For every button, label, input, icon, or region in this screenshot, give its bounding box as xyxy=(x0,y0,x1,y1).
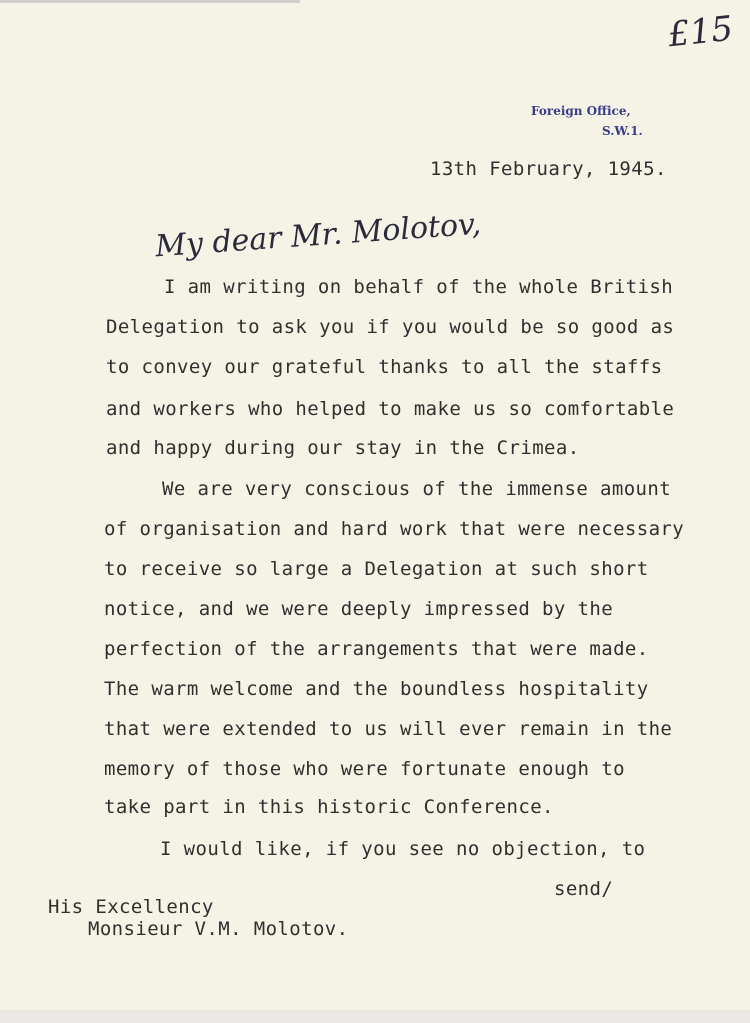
body-line: notice, and we were deeply impressed by the xyxy=(104,598,614,620)
letterhead-stamp-line1: Foreign Office, xyxy=(531,104,631,118)
letter-date: 13th February, 1945. xyxy=(430,158,667,180)
body-line: The warm welcome and the boundless hospitality xyxy=(104,678,649,700)
body-line: We are very conscious of the immense amount xyxy=(162,478,672,500)
salutation: My dear Mr. Molotov, xyxy=(154,206,483,265)
body-line: of organisation and hard work that were necessary xyxy=(104,518,685,540)
body-line: and workers who helped to make us so comfortable xyxy=(106,398,675,420)
body-line: take part in this historic Conference. xyxy=(104,796,554,818)
body-line: I would like, if you see no objection, to xyxy=(160,838,646,860)
body-line: memory of those who were fortunate enough to xyxy=(104,758,625,780)
margin-note: £15 xyxy=(666,8,735,56)
body-line: I am writing on behalf of the whole British xyxy=(164,276,674,298)
body-line: and happy during our stay in the Crimea. xyxy=(106,437,580,459)
catchword: send/ xyxy=(554,878,614,900)
recipient-line2: Monsieur V.M. Molotov. xyxy=(88,918,349,940)
body-line: to receive so large a Delegation at such short xyxy=(104,558,649,580)
body-line: that were extended to us will ever remain in the xyxy=(104,718,673,740)
body-line: Delegation to ask you if you would be so good as xyxy=(106,316,675,338)
body-line: perfection of the arrangements that were made. xyxy=(104,638,649,660)
recipient-line1: His Excellency xyxy=(48,896,214,918)
letterhead-stamp-line2: S.W.1. xyxy=(602,124,643,138)
top-edge-line xyxy=(0,0,300,3)
body-line: to convey our grateful thanks to all the staffs xyxy=(106,356,663,378)
page-bottom-edge xyxy=(0,1010,750,1023)
